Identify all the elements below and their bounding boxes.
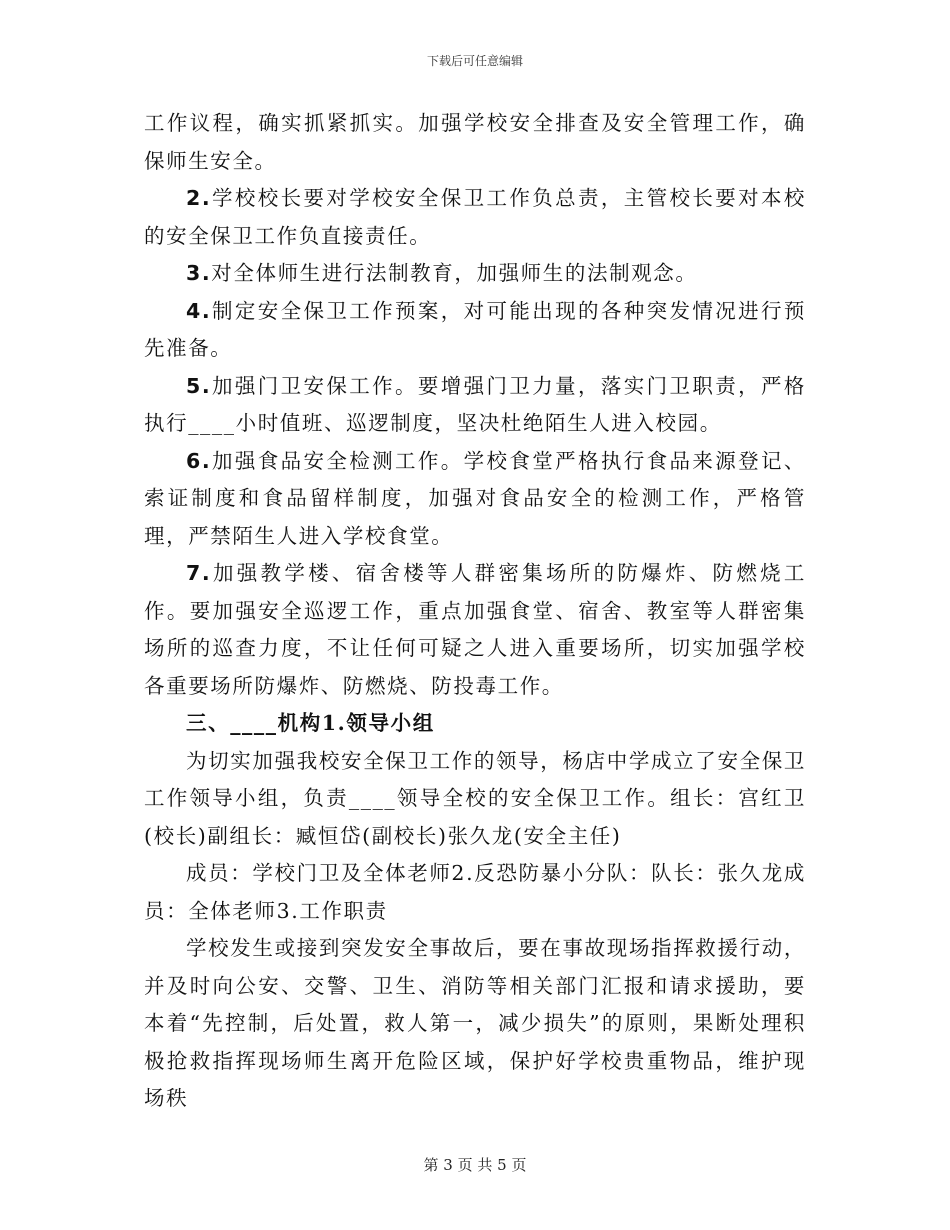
list-item-4 [144, 293, 806, 368]
page-footer: 第 3 页 共 5 页 [423, 1156, 527, 1174]
list-number: 4. [186, 298, 212, 323]
document-body [144, 105, 806, 1118]
list-number: 5. [186, 373, 212, 398]
paragraph-members: 成员：学校门卫及全体老师2.反恐防暴小分队：队长：张久龙成员：全体老师3.工作职责 [144, 861, 806, 923]
list-item-text: 加强食品安全检测工作。学校食堂严格执行食品来源登记、索证制度和食品留样制度，加强对食品安全的检测工作，严格管理，严禁陌生人进入学校食堂。 [144, 448, 806, 548]
list-number: 3. [186, 261, 212, 285]
list-item-text: 学校校长要对学校安全保卫工作负总责，主管校长要对本校的安全保卫工作负直接责任。 [144, 186, 806, 248]
page-header: 下载后可任意编辑 [426, 54, 523, 68]
list-item-text: 对全体师生进行法制教育，加强师生的法制观念。 [211, 261, 698, 285]
list-item-2 [144, 180, 806, 255]
list-number: 2. [186, 186, 212, 210]
list-item-3 [144, 255, 806, 293]
list-item-text: 加强门卫安保工作。要增强门卫力量，落实门卫职责，严格执行____小时值班、巡逻制度，坚决杜绝陌生人进入校园。 [144, 373, 806, 435]
list-number: 7. [186, 561, 212, 585]
list-item-text: 加强教学楼、宿舍楼等人群密集场所的防爆炸、防燃烧工作。要加强安全巡逻工作，重点加强食堂、宿舍、教室等人群密集场所的巡查力度，不让任何可疑之人进入重要场所，切实加强学校各重要场所防爆炸、防燃烧、防投毒工作。 [144, 561, 806, 698]
list-item-5 [144, 368, 806, 443]
section-heading: 三、____机构1.领导小组 [186, 711, 435, 735]
list-number: 6. [186, 448, 212, 473]
paragraph-leadership: 为切实加强我校安全保卫工作的领导，杨店中学成立了安全保卫工作领导小组，负责____领导全校的安全保卫工作。组长：宫红卫(校长)副组长：臧恒岱(副校长)张久龙(安全主任) [144, 748, 806, 848]
list-item-text: 制定安全保卫工作预案，对可能出现的各种突发情况进行预先准备。 [144, 298, 806, 360]
paragraph-continuation: 工作议程，确实抓紧抓实。加强学校安全排查及安全管理工作，确保师生安全。 [144, 111, 806, 173]
list-item-6 [144, 443, 806, 556]
paragraph-duties: 学校发生或接到突发安全事故后，要在事故现场指挥救援行动，并及时向公安、交警、卫生、消防等相关部门汇报和请求援助，要本着“先控制，后处置，救人第一，减少损失”的原则，果断处理积极抢救指挥现场师生离开危险区域，保护好学校贵重物品，维护现场秩 [144, 936, 806, 1110]
list-item-7 [144, 555, 806, 705]
